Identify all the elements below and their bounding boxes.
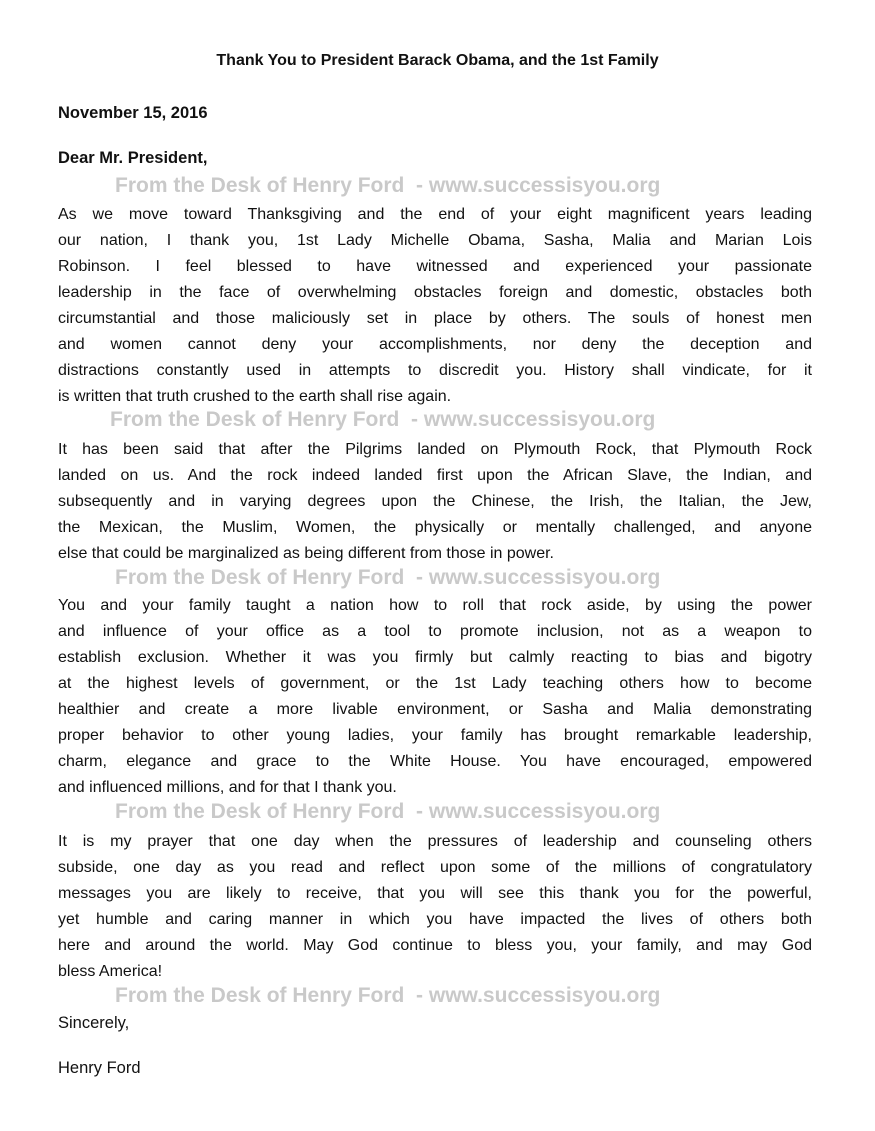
watermark: From the Desk of Henry Ford - www.successisyou.org [115, 174, 661, 197]
paragraph-line: establish exclusion. Whether it was you firmly but calmly reacting to bias and bigotry [58, 649, 812, 666]
paragraph-line: distractions constantly used in attempts to discredit you. History shall vindicate, for it [58, 362, 812, 379]
paragraph-line: As we move toward Thanksgiving and the end of your eight magnificent years leading [58, 206, 812, 223]
paragraph-line: and influence of your office as a tool to promote inclusion, not as a weapon to [58, 623, 812, 640]
paragraph-line: charm, elegance and grace to the White House. You have encouraged, empowered [58, 753, 812, 770]
watermark: From the Desk of Henry Ford - www.successisyou.org [115, 800, 661, 823]
watermark: From the Desk of Henry Ford - www.successisyou.org [115, 566, 661, 589]
paragraph-line: the Mexican, the Muslim, Women, the physically or mentally challenged, and anyone [58, 519, 812, 536]
paragraph-line: else that could be marginalized as being different from those in power. [58, 545, 554, 562]
paragraph-line: here and around the world. May God continue to bless you, your family, and may God [58, 937, 812, 954]
paragraph-1 [58, 202, 812, 410]
paragraph-line: Robinson. I feel blessed to have witnessed and experienced your passionate [58, 258, 812, 275]
watermark: From the Desk of Henry Ford - www.successisyou.org [110, 408, 656, 431]
paragraph-line: bless America! [58, 963, 163, 980]
paragraph-line: leadership in the face of overwhelming obstacles foreign and domestic, obstacles both [58, 284, 812, 301]
salutation: Dear Mr. President, [58, 149, 208, 167]
paragraph-3 [58, 593, 812, 801]
paragraph-line: subsequently and in varying degrees upon the Chinese, the Irish, the Italian, the Jew, [58, 493, 812, 510]
paragraph-2 [58, 437, 812, 567]
paragraph-line: proper behavior to other young ladies, your family has brought remarkable leadership, [58, 727, 812, 744]
paragraph-line: You and your family taught a nation how to roll that rock aside, by using the power [58, 597, 812, 614]
closing: Sincerely, [58, 1014, 130, 1032]
paragraph-line: yet humble and caring manner in which you have impacted the lives of others both [58, 911, 812, 928]
paragraph-line: It has been said that after the Pilgrims landed on Plymouth Rock, that Plymouth Rock [58, 441, 812, 458]
paragraph-line: subside, one day as you read and reflect upon some of the millions of congratulatory [58, 859, 812, 876]
paragraph-line: at the highest levels of government, or the 1st Lady teaching others how to become [58, 675, 812, 692]
paragraph-line: is written that truth crushed to the earth shall rise again. [58, 388, 452, 405]
paragraph-line: and influenced millions, and for that I thank you. [58, 779, 397, 796]
paragraph-4 [58, 829, 812, 985]
paragraph-line: landed on us. And the rock indeed landed first upon the African Slave, the Indian, and [58, 467, 812, 484]
paragraph-line: and women cannot deny your accomplishments, nor deny the deception and [58, 336, 812, 353]
letter-date: November 15, 2016 [58, 104, 208, 122]
letter-title: Thank You to President Barack Obama, and the 1st Family [216, 52, 659, 69]
signature: Henry Ford [58, 1059, 141, 1077]
paragraph-line: It is my prayer that one day when the pressures of leadership and counseling others [58, 833, 812, 850]
paragraph-line: messages you are likely to receive, that you will see this thank you for the powerful, [58, 885, 812, 902]
paragraph-line: circumstantial and those maliciously set in place by others. The souls of honest men [58, 310, 812, 327]
watermark: From the Desk of Henry Ford - www.successisyou.org [115, 984, 661, 1007]
paragraph-line: healthier and create a more livable environment, or Sasha and Malia demonstrating [58, 701, 812, 718]
paragraph-line: our nation, I thank you, 1st Lady Michelle Obama, Sasha, Malia and Marian Lois [58, 232, 812, 249]
